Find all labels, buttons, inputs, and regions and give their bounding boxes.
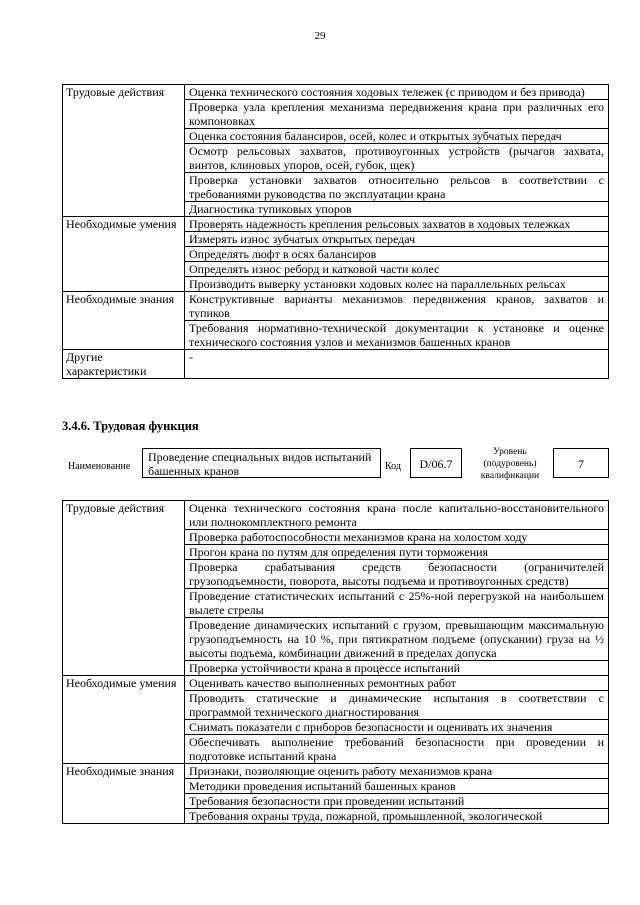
table-row [63, 292, 609, 321]
table-row [63, 85, 609, 100]
labor-function-header [62, 448, 609, 488]
row-item-text: Диагностика тупиковых упоров [185, 202, 609, 217]
qualification-level-value: 7 [553, 448, 609, 478]
row-item-text: Требования нормативно-технической документации к установке и оценке технического состояния узлов и механизмов башенных кранов [185, 321, 609, 350]
section-heading: 3.4.6. Трудовая функция [62, 419, 199, 433]
table-row [63, 350, 609, 379]
page-number: 29 [314, 30, 326, 42]
row-group-label: Необходимые умения [63, 676, 185, 764]
row-item-text: Определять износ реборд и катковой части колес [185, 262, 609, 277]
row-item-text: Признаки, позволяющие оценить работу механизмов крана [185, 764, 609, 779]
row-item-text: Требования безопасности при проведении испытаний [185, 794, 609, 809]
labor-function-table-bottom [62, 500, 609, 824]
row-item-text: Осмотр рельсовых захватов, противоугонных устройств (рычагов захвата, винтов, клиновых упоров, осей, губок, щек) [185, 144, 609, 173]
row-item-text: Проверка установки захватов относительно рельсов в соответствии с требованиями руководства по эксплуатации крана [185, 173, 609, 202]
code-label: Код [385, 461, 401, 472]
row-item-text: Проверка срабатывания средств безопасности (ограничителей грузоподъемности, поворота, высоты подъема и противоугонных средств) [185, 560, 609, 589]
labor-function-table-top [62, 84, 609, 379]
table-row [63, 764, 609, 779]
row-item-text: Проводить статические и динамические испытания в соответствии с программой технического диагностирования [185, 691, 609, 720]
row-item-text: Измерять износ зубчатых открытых передач [185, 232, 609, 247]
row-item-text: Проведение статистических испытаний с 25%-ной перегрузкой на наибольшем вылете стрелы [185, 589, 609, 618]
row-item-text: Производить выверку установки ходовых колес на параллельных рельсах [185, 277, 609, 292]
name-label: Наименование [68, 461, 131, 472]
row-item-text: Проведение динамических испытаний с грузом, превышающим максимальную грузоподъемность на 10 %, при пятикратном подъеме (опускании) груза на ½ высоты подъема, комбинации движений в пределах допуска [185, 618, 609, 661]
function-code-value: D/06.7 [410, 448, 462, 478]
row-item-text: Оценка состояния балансиров, осей, колес и открытых зубчатых передач [185, 129, 609, 144]
row-group-label: Другие характеристики [63, 350, 185, 379]
row-item-text: Проверка устойчивости крана в процессе испытаний [185, 661, 609, 676]
row-group-label: Необходимые знания [63, 764, 185, 824]
row-item-text: Конструктивные варианты механизмов передвижения кранов, захватов и тупиков [185, 292, 609, 321]
function-name-value: Проведение специальных видов испытаний башенных кранов [142, 448, 381, 478]
row-item-text: Оценка технического состояния крана после капитально-восстановительного или полнокомплектного ремонта [185, 501, 609, 530]
table-row [63, 217, 609, 232]
row-item-text: Методики проведения испытаний башенных кранов [185, 779, 609, 794]
row-group-label: Трудовые действия [63, 85, 185, 217]
row-item-text: Требования охраны труда, пожарной, промышленной, экологической [185, 809, 609, 824]
table-row [63, 676, 609, 691]
row-group-label: Трудовые действия [63, 501, 185, 676]
qualification-level-label: Уровень (подуровень) квалификации [480, 447, 540, 481]
row-group-label: Необходимые умения [63, 217, 185, 292]
row-item-text: Обеспечивать выполнение требований безопасности при проведении и подготовке испытаний крана [185, 735, 609, 764]
row-item-text: Оценка технического состояния ходовых тележек (с приводом и без привода) [185, 85, 609, 100]
row-item-text: Снимать показатели с приборов безопасности и оценивать их значения [185, 720, 609, 735]
row-item-text: Определять люфт в осях балансиров [185, 247, 609, 262]
row-item-text: Прогон крана по путям для определения пути торможения [185, 545, 609, 560]
row-item-text: Проверять надежность крепления рельсовых захватов в ходовых тележках [185, 217, 609, 232]
row-item-text: Оценивать качество выполненных ремонтных работ [185, 676, 609, 691]
table-row [63, 501, 609, 530]
row-group-label: Необходимые знания [63, 292, 185, 350]
row-item-text: Проверка узла крепления механизма передвижения крана при различных его компоновках [185, 100, 609, 129]
row-item-text: Проверка работоспособности механизмов крана на холостом ходу [185, 530, 609, 545]
row-item-text: - [185, 350, 609, 379]
